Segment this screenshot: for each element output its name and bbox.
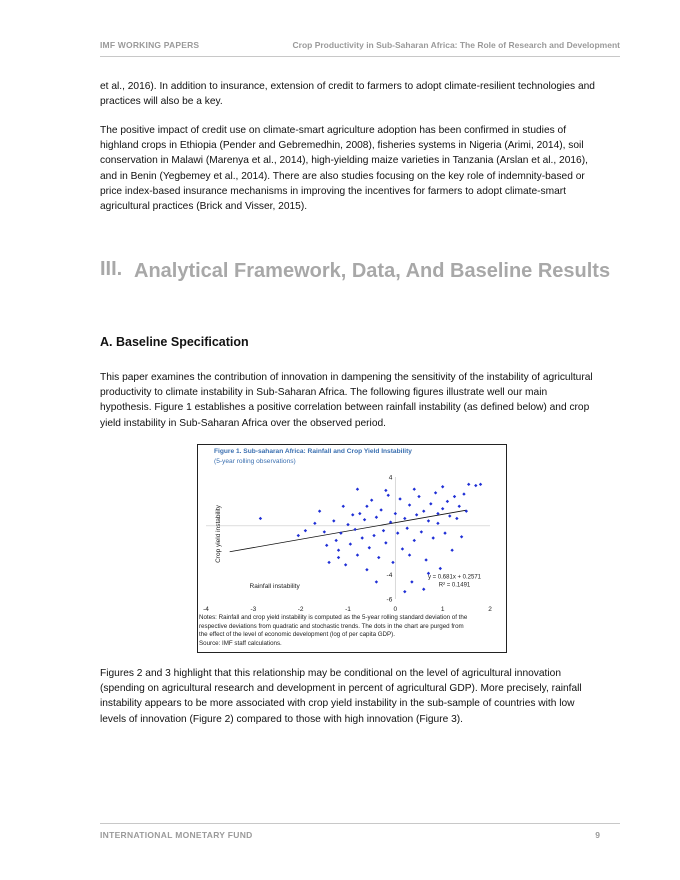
notes-line-3: the effect of the level of economic development (log of per capita GDP). bbox=[199, 631, 395, 639]
data-point bbox=[337, 549, 340, 552]
data-point bbox=[455, 517, 458, 520]
figure-notes bbox=[199, 614, 503, 648]
chart-subtitle: (5-year rolling observations) bbox=[214, 458, 296, 465]
data-point bbox=[384, 541, 387, 544]
data-point bbox=[429, 502, 432, 505]
data-point bbox=[368, 546, 371, 549]
data-point bbox=[356, 488, 359, 491]
data-point bbox=[384, 489, 387, 492]
data-point bbox=[427, 519, 430, 522]
data-point bbox=[396, 531, 399, 534]
data-point bbox=[372, 534, 375, 537]
header-paper-title: Crop Productivity in Sub-Saharan Africa: The Role of Research and Development bbox=[292, 40, 620, 50]
subsection-heading: A. Baseline Specification bbox=[100, 335, 249, 349]
figure-1 bbox=[197, 444, 507, 653]
data-point bbox=[375, 516, 378, 519]
section-number: III. bbox=[100, 258, 123, 280]
x-tick-label: 2 bbox=[488, 606, 492, 613]
data-point bbox=[467, 483, 470, 486]
footer-organization: INTERNATIONAL MONETARY FUND bbox=[100, 830, 253, 840]
data-point bbox=[439, 567, 442, 570]
x-tick-label: -1 bbox=[345, 606, 351, 613]
x-tick-label: 1 bbox=[440, 606, 445, 613]
data-point bbox=[415, 513, 418, 516]
data-point bbox=[379, 508, 382, 511]
figure-source: Source: IMF staff calculations. bbox=[199, 639, 282, 647]
data-point bbox=[408, 553, 411, 556]
data-point bbox=[403, 590, 406, 593]
data-point bbox=[363, 518, 366, 521]
data-point bbox=[448, 514, 451, 517]
data-point bbox=[325, 544, 328, 547]
data-point bbox=[358, 512, 361, 515]
data-point bbox=[413, 539, 416, 542]
data-point bbox=[405, 527, 408, 530]
data-point bbox=[436, 522, 439, 525]
data-point bbox=[351, 513, 354, 516]
x-tick-label: -3 bbox=[250, 606, 257, 613]
data-point bbox=[474, 484, 477, 487]
data-point bbox=[297, 534, 300, 537]
y-tick-label: 4 bbox=[388, 474, 393, 482]
y-axis-label: Crop yield instability bbox=[215, 505, 222, 563]
data-point bbox=[422, 509, 425, 512]
data-point bbox=[318, 509, 321, 512]
data-point bbox=[365, 568, 368, 571]
data-point bbox=[413, 488, 416, 491]
data-point bbox=[465, 509, 468, 512]
data-point bbox=[410, 580, 413, 583]
x-tick-label: -2 bbox=[297, 606, 304, 613]
data-point bbox=[432, 536, 435, 539]
data-point bbox=[365, 505, 368, 508]
data-point bbox=[344, 563, 347, 566]
data-point bbox=[434, 491, 437, 494]
data-point bbox=[460, 535, 463, 538]
data-point bbox=[458, 505, 461, 508]
data-point bbox=[334, 539, 337, 542]
y-tick-label: -6 bbox=[386, 596, 393, 604]
paragraph-insurance-credit: et al., 2016). In addition to insurance, extension of credit to farmers to adopt climate-resilient technologies and practices will also be a key. bbox=[100, 81, 595, 108]
data-point bbox=[361, 536, 364, 539]
paragraph-innovation: Figures 2 and 3 highlight that this relationship may be conditional on the level of agricultural innovation (spending on agricultural research and development in percent of agricultural GDP). More precisely, rainfall instability appears to be more associated with crop yield instability in the sub-sample of countries with low levels of innovation (Figure 2) compared to those with high innovation (Figure 3). bbox=[100, 668, 582, 725]
x-axis-label: Rainfall instability bbox=[249, 583, 300, 591]
scatter-chart bbox=[198, 445, 506, 615]
trendline bbox=[230, 510, 467, 552]
data-point bbox=[259, 517, 262, 520]
data-point bbox=[349, 542, 352, 545]
data-point bbox=[422, 588, 425, 591]
data-point bbox=[323, 530, 326, 533]
y-tick-label: -4 bbox=[386, 572, 393, 580]
data-point bbox=[479, 483, 482, 486]
data-point bbox=[313, 522, 316, 525]
data-point bbox=[382, 529, 385, 532]
data-point bbox=[377, 556, 380, 559]
section-title: Analytical Framework, Data, And Baseline Results bbox=[134, 260, 611, 282]
data-point bbox=[403, 517, 406, 520]
header-divider bbox=[100, 56, 620, 57]
data-point bbox=[441, 485, 444, 488]
data-point bbox=[353, 528, 356, 531]
data-point bbox=[398, 497, 401, 500]
paragraph-hypothesis: This paper examines the contribution of innovation in dampening the sensitivity of the instability of agricultural productivity to climate instability in Sub-Saharan Africa. The following figures illustrate well our main hypothesis. Figure 1 establishes a positive correlation between rainfall instability (as defined below) and crop yield instability in Sub-Saharan Africa over the observed period. bbox=[100, 372, 593, 429]
data-point bbox=[424, 558, 427, 561]
data-point bbox=[417, 495, 420, 498]
r-squared-label: R² = 0.1491 bbox=[438, 582, 471, 589]
paragraph-credit-evidence: The positive impact of credit use on climate-smart agriculture adoption has been confirmed in studies of highland crops in Ethiopia (Pender and Gebremedhin, 2008), fisheries systems in Nigeria (Arimi, 2014), soil conservation in Malawi (Marenya et al., 2014), high-yielding maize varieties in Tanzania (Arslan et al., 2016), and in Benin (Yegbemey et al., 2014). There are also studies focusing on the key role of indemnity-based or price index-based insurance mechanisms in improving the incentives for farmers to adopt climate-smart agricultural practices (Brick and Visser, 2015). bbox=[100, 125, 588, 213]
data-point bbox=[453, 495, 456, 498]
data-point bbox=[337, 556, 340, 559]
data-point bbox=[450, 549, 453, 552]
data-point bbox=[370, 498, 373, 501]
data-point bbox=[327, 561, 330, 564]
data-point bbox=[401, 547, 404, 550]
data-point bbox=[304, 529, 307, 532]
x-tick-label: -4 bbox=[203, 606, 209, 613]
page-number: 9 bbox=[595, 830, 600, 840]
data-point bbox=[462, 492, 465, 495]
footer-divider bbox=[100, 823, 620, 824]
header-series-label: IMF WORKING PAPERS bbox=[100, 40, 200, 50]
notes-line-2: respective deviations from quadratic and stochastic trends. The dots in the chart are purged from bbox=[199, 622, 464, 630]
data-point bbox=[356, 553, 359, 556]
chart-title: Figure 1. Sub-saharan Africa: Rainfall and Crop Yield Instability bbox=[214, 448, 412, 455]
data-point bbox=[332, 519, 335, 522]
data-point bbox=[394, 512, 397, 515]
data-point bbox=[408, 503, 411, 506]
data-point bbox=[443, 531, 446, 534]
data-point bbox=[420, 530, 423, 533]
data-point bbox=[391, 561, 394, 564]
regression-equation: y = 0.681x + 0.2571 bbox=[427, 574, 482, 581]
data-point bbox=[441, 507, 444, 510]
data-point bbox=[375, 580, 378, 583]
x-tick-label: 0 bbox=[393, 606, 398, 613]
data-point bbox=[446, 500, 449, 503]
data-point bbox=[387, 494, 390, 497]
data-point bbox=[342, 505, 345, 508]
notes-line-1: Notes: Rainfall and crop yield instability is computed as the 5-year rolling standard deviation of the bbox=[199, 614, 468, 621]
